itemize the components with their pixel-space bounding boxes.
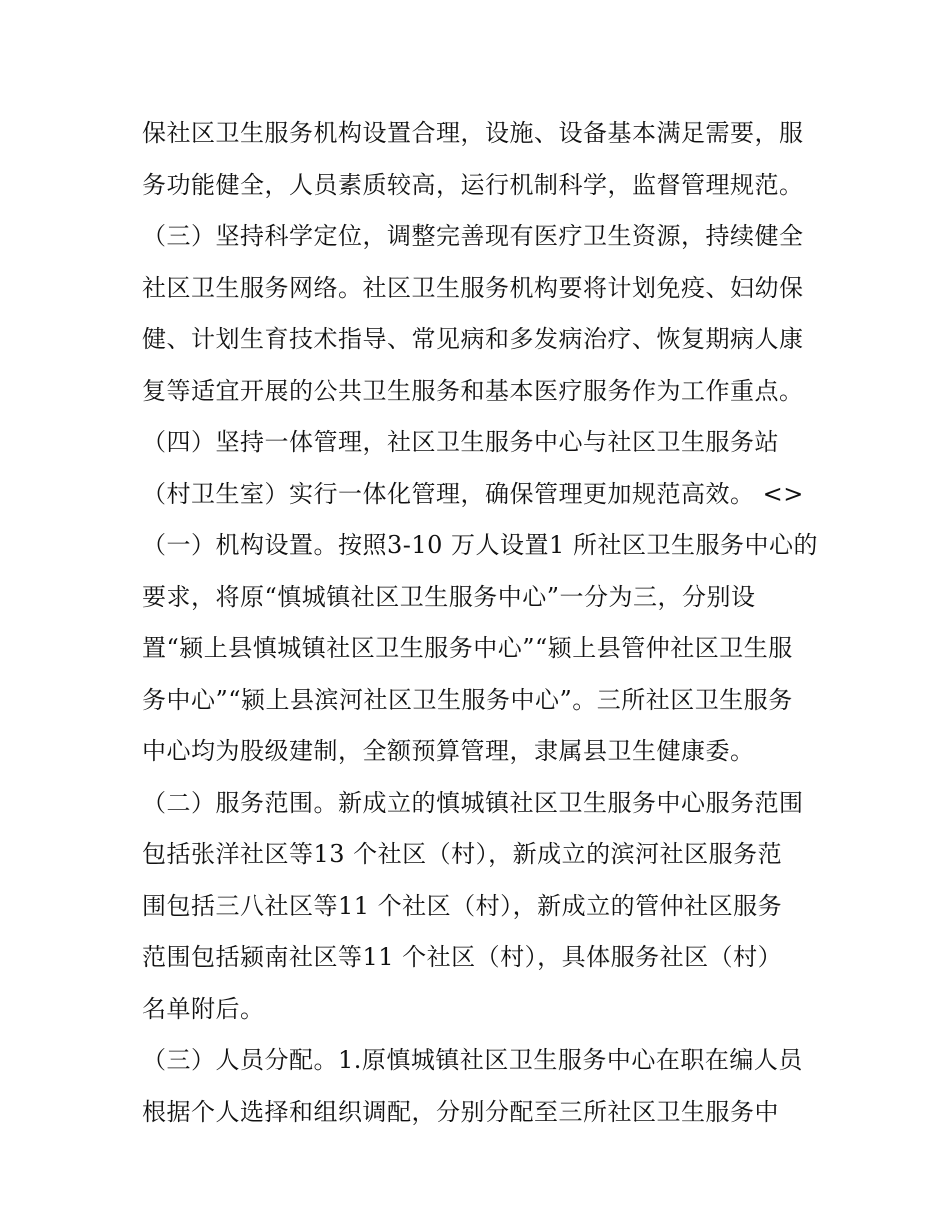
text-line: （四）坚持一体管理，社区卫生服务中心与社区卫生服务站 <box>142 428 779 456</box>
text-line: 社区卫生服务网络。社区卫生服务机构要将计划免疫、妇幼保 <box>142 273 804 302</box>
text-line: 包括张洋社区等13 个社区（村），新成立的滨河社区服务范 <box>142 840 783 868</box>
text-line: 中心均为股级建制，全额预算管理，隶属县卫生健康委。 <box>142 737 755 765</box>
text-line: 范围包括颍南社区等11 个社区（村），具体服务社区（村） <box>142 943 783 971</box>
body-text <box>142 108 822 1138</box>
text-line: 健、计划生育技术指导、常见病和多发病治疗、恢复期病人康 <box>142 325 804 353</box>
text-line: 要求，将原“慎城镇社区卫生服务中心”一分为三，分别设 <box>142 582 756 611</box>
text-line: 置“颍上县慎城镇社区卫生服务中心”“颍上县管仲社区卫生服 <box>142 634 793 662</box>
text-line: （三）坚持科学定位，调整完善现有医疗卫生资源，持续健全 <box>142 222 804 250</box>
text-line: 根据个人选择和组织调配，分别分配至三所社区卫生服务中 <box>142 1097 779 1126</box>
text-line: 保社区卫生服务机构设置合理，设施、设备基本满足需要，服 <box>142 119 804 147</box>
text-line: 围包括三八社区等11 个社区（村），新成立的管仲社区服务 <box>142 891 783 920</box>
text-line: 复等适宜开展的公共卫生服务和基本医疗服务作为工作重点。 <box>142 376 804 405</box>
text-line: （村卫生室）实行一体化管理，确保管理更加规范高效。 <> <box>142 479 804 508</box>
text-line: （三）人员分配。1.原慎城镇社区卫生服务中心在职在编人员 <box>142 1046 803 1074</box>
text-line: （二）服务范围。新成立的慎城镇社区卫生服务中心服务范围 <box>142 788 804 817</box>
text-line: 务中心”“颍上县滨河社区卫生服务中心”。三所社区卫生服务 <box>142 685 793 714</box>
text-line: 名单附后。 <box>142 994 265 1023</box>
text-line: 务功能健全，人员素质较高，运行机制科学，监督管理规范。 <box>142 170 804 199</box>
text-line: （一）机构设置。按照3-10 万人设置1 所社区卫生服务中心的 <box>142 531 818 559</box>
